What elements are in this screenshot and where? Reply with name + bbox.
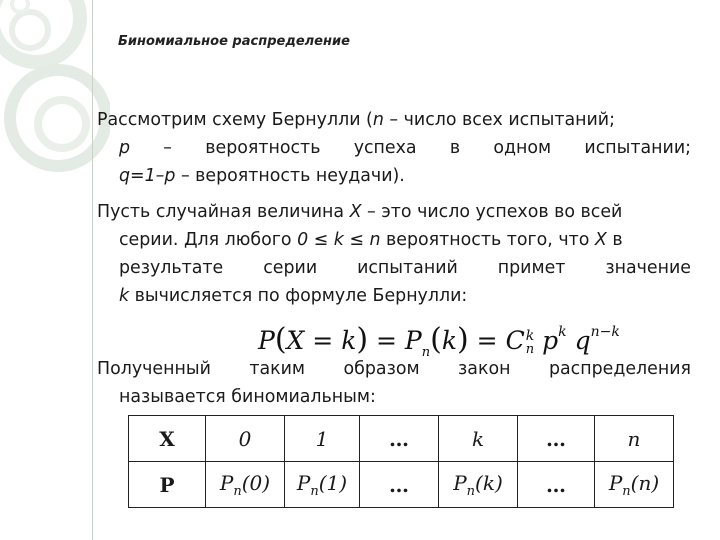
cell-text: (1) (318, 470, 348, 495)
formula-eq: = (468, 326, 506, 355)
formula-lparen: ( (430, 322, 442, 357)
vertical-divider (92, 0, 93, 540)
line (97, 106, 691, 134)
formula-Pn: P (404, 326, 422, 355)
line (97, 162, 691, 190)
cell-text: P (608, 470, 623, 495)
text: Рассмотрим схему Бернулли ( (97, 110, 373, 130)
formula-eq: = (368, 326, 405, 355)
text: – число всех испытаний; (383, 110, 615, 130)
var-q: q=1–p (119, 166, 176, 186)
table-cell (206, 462, 285, 508)
table-cell-header: X (129, 416, 206, 462)
cell-text: P (453, 470, 467, 495)
formula-q: q (566, 326, 591, 355)
cell-sub: n (233, 483, 242, 499)
line: называется биномиальным: (119, 387, 376, 407)
cell-sub: n (466, 483, 476, 499)
line: Полученный таким образом закон распределения (97, 359, 691, 379)
formula-n-sub: n (421, 345, 431, 360)
table-row (129, 416, 674, 462)
line (97, 134, 691, 162)
text: Пусть случайная величина (97, 202, 350, 222)
cell-text: P (296, 470, 311, 495)
table-cell-header: P (129, 462, 206, 508)
formula-k: k (441, 326, 457, 355)
formula-P: P (258, 326, 275, 355)
distribution-table (128, 415, 674, 508)
formula-C-sup: k (525, 327, 535, 344)
formula-rparen: ) (457, 322, 469, 357)
text: вычисляется по формуле Бернулли: (129, 286, 468, 306)
formula-p: p (534, 326, 559, 355)
formula-rparen: ) (356, 322, 369, 357)
table-cell (595, 462, 674, 508)
cell-text: P (219, 470, 234, 495)
formula-eq: = (304, 326, 342, 355)
formula-C: C (505, 326, 525, 355)
cell-sub: n (310, 483, 319, 499)
var-X: X (594, 230, 607, 250)
table-cell (285, 462, 360, 508)
table-cell: 1 (285, 416, 360, 462)
cell-text: (n) (630, 470, 660, 495)
table-cell: … (518, 416, 595, 462)
formula-C-indices (526, 329, 534, 357)
table-cell: n (595, 416, 674, 462)
table-cell: … (360, 462, 439, 508)
text: в (606, 230, 623, 250)
formula-p-sup: k (558, 324, 567, 340)
formula-k: k (341, 326, 357, 355)
text: – вероятность неудачи). (175, 166, 405, 186)
range-inequality: 0 ≤ k ≤ n (297, 230, 381, 250)
var-X: X (349, 202, 362, 222)
text: вероятность того, что (380, 230, 595, 250)
var-n: n (372, 110, 384, 130)
formula-lparen: ( (274, 322, 287, 357)
paragraph-random-variable (97, 198, 691, 310)
line: результате серии испытаний примет значение (119, 258, 691, 278)
text: – это число успехов во всей (361, 202, 623, 222)
line (97, 282, 691, 310)
slide-title: Биномиальное распределение (118, 34, 350, 49)
formula-q-sup: n−k (590, 324, 620, 340)
text: серии. Для любого (119, 230, 298, 250)
paragraph-binomial-law (97, 355, 691, 411)
table-cell (439, 462, 518, 508)
line (97, 226, 691, 254)
cell-text: (k) (475, 470, 503, 495)
cell-text: (0) (241, 470, 271, 495)
text: – вероятность успеха в одном испытании; (130, 138, 691, 158)
table-cell: … (360, 416, 439, 462)
table-cell: k (439, 416, 518, 462)
cell-sub: n (622, 483, 631, 499)
formula-X: X (286, 326, 305, 355)
formula-C-sub: n (525, 341, 535, 357)
var-p: p (119, 138, 131, 158)
decorative-circles (0, 0, 110, 540)
line (97, 198, 691, 226)
table-cell: 0 (206, 416, 285, 462)
var-k: k (119, 286, 130, 306)
paragraph-bernoulli-scheme (97, 106, 691, 190)
table-row (129, 462, 674, 508)
table-cell: … (518, 462, 595, 508)
